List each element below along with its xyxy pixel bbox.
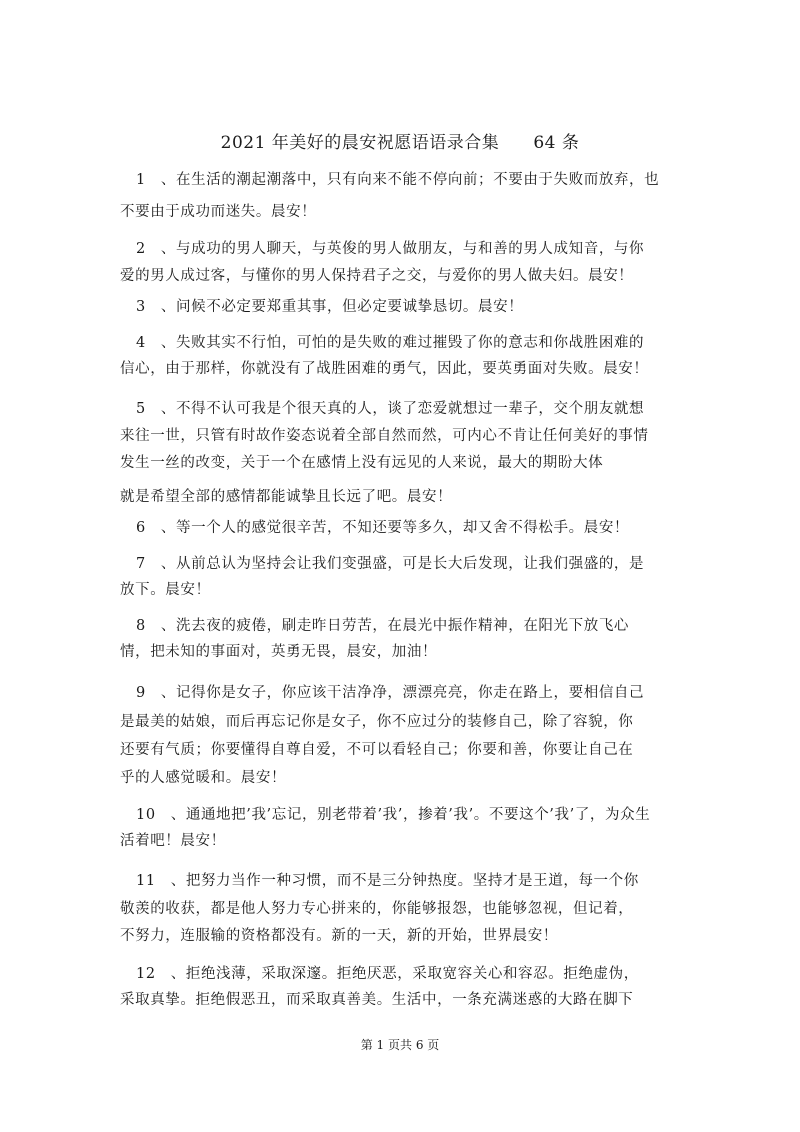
document-title [0, 128, 800, 153]
page-footer: 第 1 页共 6 页 [360, 1038, 440, 1052]
paragraph-line: 爱的男人成过客，与懂你的男人保持君子之交，与爱你的男人做夫妇。晨安！ [120, 268, 634, 284]
paragraph-line: 12 、拒绝浅薄，采取深邃。拒绝厌恶，采取宽容关心和容忍。拒绝虚伪， [136, 966, 639, 982]
paragraph-line: 不要由于成功而迷失。晨安！ [120, 204, 317, 220]
paragraph-line: 是最美的姑娘，而后再忘记你是女子，你不应过分的装修自己，除了容貌，你 [120, 714, 634, 730]
paragraph-line: 11 、把努力当作一种习惯，而不是三分钟热度。坚持才是王道，每一个你 [136, 873, 639, 889]
paragraph-line: 信心，由于那样，你就没有了战胜困难的勇气，因此，要英勇面对失败。晨安！ [120, 361, 649, 377]
paragraph-line: 4 、失败其实不行怕，可怕的是失败的难过摧毁了你的意志和你战胜困难的 [136, 335, 645, 351]
paragraph-line: 放下。晨安！ [120, 582, 211, 598]
title-text: 2021 年美好的晨安祝愿语语录合集 [220, 133, 500, 153]
paragraph-line: 8 、洗去夜的疲倦，刷走昨日劳苦，在晨光中振作精神，在阳光下放飞心 [136, 618, 630, 634]
title-count: 64 条 [533, 133, 580, 153]
paragraph-line: 情，把未知的事面对，英勇无畏，晨安，加油！ [120, 644, 438, 660]
paragraph-line: 就是希望全部的感情都能诚挚且长远了吧。晨安！ [120, 489, 453, 505]
paragraph-line: 采取真挚。拒绝假恶丑，而采取真善美。生活中，一条充满迷惑的大路在脚下 [120, 992, 634, 1008]
paragraph-line: 1 、在生活的潮起潮落中，只有向来不能不停向前；不要由于失败而放弃，也 [136, 172, 660, 188]
paragraph-line: 7 、从前总认为坚持会让我们变强盛，可是长大后发现，让我们强盛的，是 [136, 556, 645, 572]
paragraph-line: 不努力，连服输的资格都没有。新的一天，新的开始，世界晨安！ [120, 928, 558, 944]
paragraph-line: 10 、通通地把’我’忘记，别老带着’我’，掺着’我’。不要这个’我’了，为众生 [136, 807, 651, 823]
paragraph-line: 2 、与成功的男人聊天，与英俊的男人做朋友，与和善的男人成知音，与你 [136, 241, 645, 257]
paragraph-line: 还要有气质；你要懂得自尊自爱，不可以看轻自己；你要和善，你要让自己在 [120, 742, 634, 758]
paragraph-line: 6 、等一个人的感觉很辛苦，不知还要等多久，却又舍不得松手。晨安！ [136, 520, 630, 536]
paragraph-line: 敬羡的收获，都是他人努力专心拼来的，你能够报怨，也能够忽视，但记着， [120, 901, 634, 917]
paragraph-line: 来往一世，只管有时故作姿态说着全部自然而然，可内心不肯让任何美好的事情 [120, 428, 649, 444]
paragraph-line: 3 、问候不必定要郑重其事，但必定要诚挚恳切。晨安！ [136, 299, 524, 315]
paragraph-line: 乎的人感觉暖和。晨安！ [120, 770, 287, 786]
paragraph-line: 活着吧！晨安！ [120, 833, 226, 849]
paragraph-line: 5 、不得不认可我是个很天真的人，谈了恋爱就想过一辈子，交个朋友就想 [136, 401, 645, 417]
paragraph-line: 9 、记得你是女子，你应该干洁净净，漂漂亮亮，你走在路上，要相信自己 [136, 685, 645, 701]
paragraph-line: 发生一丝的改变，关于一个在感情上没有远见的人来说，最大的期盼大体 [120, 455, 604, 471]
